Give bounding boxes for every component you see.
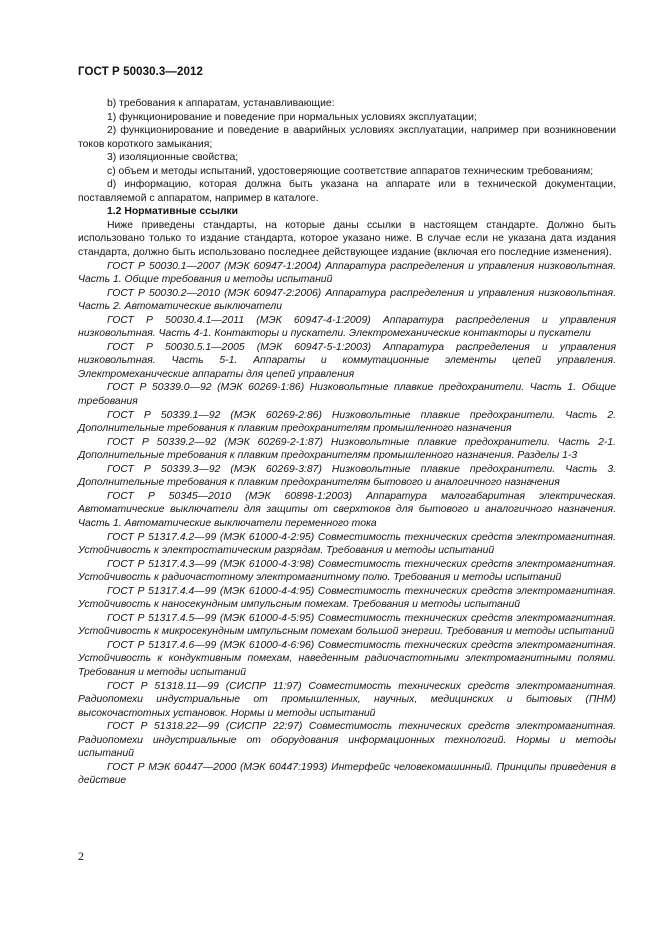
document-body [78, 97, 616, 788]
reference-entry: ГОСТ Р 51317.4.4—99 (МЭК 61000-4-4:95) Совместимость технических средств электромагнитная. Устойчивость к наносекундным импульсным помехам. Требования и методы испытаний [78, 585, 616, 611]
reference-entry: ГОСТ Р 51317.4.2—99 (МЭК 61000-4-2:95) Совместимость технических средств электромагнитная. Устойчивость к электростатическим разрядам. Требования и методы испытаний [78, 531, 616, 557]
reference-entry: ГОСТ Р 50030.5.1—2005 (МЭК 60947-5-1:2003) Аппаратура распределения и управления низковольтная. Часть 5-1. Аппараты и коммутационные элементы цепей управления. Электромеханические аппараты для цепей управления [78, 341, 616, 380]
reference-entry: ГОСТ Р 50030.4.1—2011 (МЭК 60947-4-1:2009) Аппаратура распределения и управления низковольтная. Часть 4-1. Контакторы и пускатели. Электромеханические контакторы и пускатели [78, 314, 616, 340]
paragraph: 3) изоляционные свойства; [107, 152, 239, 164]
section-heading: 1.2 Нормативные ссылки [107, 206, 239, 218]
reference-entry: ГОСТ Р 50345—2010 (МЭК 60898-1:2003) Аппаратура малогабаритная электрическая. Автоматические выключатели для защиты от сверхтоков для бытового и аналогичного назначения. Часть 1. Автоматические выключатели переменного тока [78, 490, 616, 529]
reference-entry: ГОСТ Р 51317.4.3—99 (МЭК 61000-4-3:98) Совместимость технических средств электромагнитная. Устойчивость к радиочастотному электромагнитному полю. Требования и методы испытаний [78, 558, 616, 584]
reference-entry: ГОСТ Р 50339.2—92 (МЭК 60269-2-1:87) Низковольтные плавкие предохранители. Часть 2-1. Дополнительные требования к плавким предохранителям промышленного назначения. Разделы 1-3 [78, 436, 616, 462]
paragraph: 2) функционирование и поведение в аварийных условиях эксплуатации, например при возникновении токов короткого замыкания; [78, 125, 616, 150]
paragraph: d) информацию, которая должна быть указана на аппарате или в технической документации, поставляемой с аппаратом, например в каталоге. [78, 179, 616, 204]
paragraph: Ниже приведены стандарты, на которые даны ссылки в настоящем стандарте. Должно быть использовано только то издание стандарта, которое указано ниже. В случае если не указана дата издания стандарта, должно быть использовано последнее действующее издание (включая его последние изменения). [78, 219, 616, 259]
reference-entry: ГОСТ Р 50030.2—2010 (МЭК 60947-2:2006) Аппаратура распределения и управления низковольтная. Часть 2. Автоматические выключатели [78, 287, 616, 313]
paragraph: 1) функционирование и поведение при нормальных условиях эксплуатации; [107, 111, 477, 123]
reference-entry: ГОСТ Р 50339.3—92 (МЭК 60269-3:87) Низковольтные плавкие предохранители. Часть 3. Дополнительные требования к плавким предохранителям бытового и аналогичного назначения [78, 463, 616, 489]
page-number: 2 [78, 849, 84, 863]
reference-entry: ГОСТ Р МЭК 60447—2000 (МЭК 60447:1993) Интерфейс человекомашинный. Принципы приведения в действие [78, 761, 616, 787]
reference-entry: ГОСТ Р 50030.1—2007 (МЭК 60947-1:2004) Аппаратура распределения и управления низковольтная. Часть 1. Общие требования и методы испытаний [78, 260, 616, 286]
paragraph: b) требования к аппаратам, устанавливающие: [107, 98, 335, 109]
reference-entry: ГОСТ Р 51318.22—99 (СИСПР 22:97) Совместимость технических средств электромагнитная. Радиопомехи индустриальные от оборудования информационных технологий. Нормы и методы испытаний [78, 721, 616, 760]
reference-entry: ГОСТ Р 51317.4.6—99 (МЭК 61000-4-6:96) Совместимость технических средств электромагнитная. Устойчивость к кондуктивным помехам, наведенным радиочастотными электромагнитными полями. Требования и методы испытаний [78, 639, 616, 678]
reference-entry: ГОСТ Р 50339.0—92 (МЭК 60269-1:86) Низковольтные плавкие предохранители. Часть 1. Общие требования [78, 382, 616, 408]
standard-header: ГОСТ Р 50030.3—2012 [78, 66, 203, 78]
paragraph: c) объем и методы испытаний, удостоверяющие соответствие аппаратов техническим требованиям; [107, 165, 594, 177]
reference-entry: ГОСТ Р 51317.4.5—99 (МЭК 61000-4-5:95) Совместимость технических средств электромагнитная. Устойчивость к микросекундным импульсным помехам большой энергии. Требования и методы испытаний [78, 612, 616, 638]
reference-entry: ГОСТ Р 50339.1—92 (МЭК 60269-2:86) Низковольтные плавкие предохранители. Часть 2. Дополнительные требования к плавким предохранителям промышленного назначения [78, 409, 616, 435]
reference-entry: ГОСТ Р 51318.11—99 (СИСПР 11:97) Совместимость технических средств электромагнитная. Радиопомехи индустриальные от промышленных, научных, медицинских и бытовых (ПНМ) высокочастотных установок. Нормы и методы испытаний [78, 680, 616, 719]
